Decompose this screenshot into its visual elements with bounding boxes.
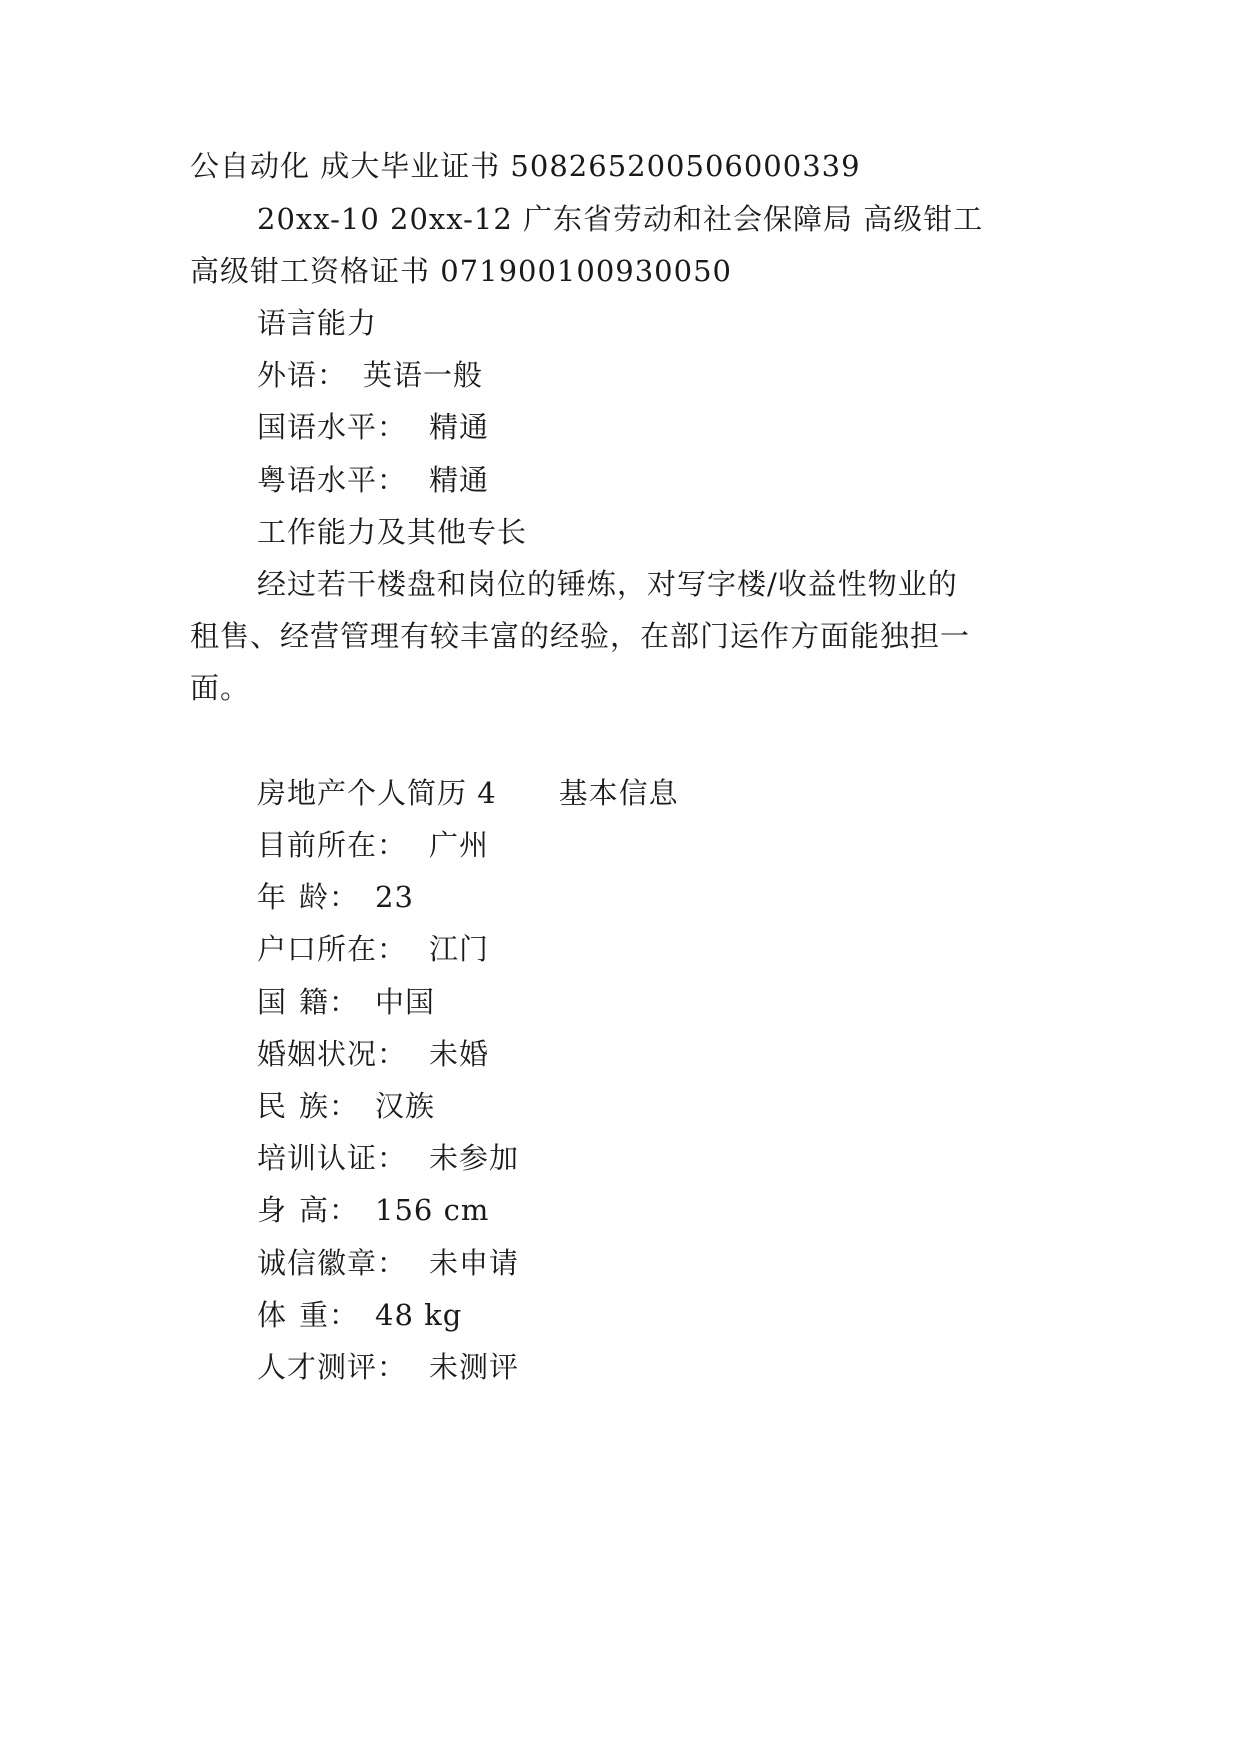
training-label: 培训认证： — [257, 1141, 408, 1175]
current-location-value: 广州 — [429, 828, 490, 862]
vocational-cert-number: 高级钳工资格证书 071900100930050 — [190, 254, 732, 288]
vocational-cert-line — [257, 199, 1060, 239]
ethnicity-label: 族： — [299, 1089, 360, 1123]
cantonese-row — [257, 460, 1060, 500]
training-row — [257, 1138, 1060, 1178]
mandarin-row — [257, 407, 1060, 447]
basic-info-heading: 基本信息 — [558, 776, 679, 810]
marital-status-label: 婚姻状况： — [257, 1037, 408, 1071]
height-row: 身 高： 156 cm — [257, 1193, 490, 1227]
foreign-language-label: 外语： — [257, 358, 348, 392]
mandarin-label: 国语水平： — [257, 410, 408, 444]
vocational-cert-text: 20xx-10 20xx-12 广东省劳动和社会保障局 高级钳工 — [257, 202, 984, 236]
integrity-badge-value: 未申请 — [429, 1246, 520, 1280]
hukou-value: 江门 — [429, 932, 490, 966]
talent-assessment-label: 人才测评： — [257, 1350, 408, 1384]
current-location-row — [257, 825, 1060, 865]
age-label: 龄： — [299, 880, 360, 914]
training-value: 未参加 — [429, 1141, 520, 1175]
education-cert-line — [190, 146, 1060, 186]
nationality-value: 中国 — [375, 985, 436, 1019]
talent-assessment-row — [257, 1347, 1060, 1387]
height-value: 156 cm — [375, 1193, 490, 1227]
resume-4-title-row — [257, 773, 1060, 813]
hukou-label: 户口所在： — [257, 932, 408, 966]
weight-row: 体 重： 48 kg — [257, 1298, 463, 1332]
education-cert-text: 公自动化 成大毕业证书 508265200506000339 — [190, 149, 861, 183]
skills-paragraph-line-2: 租售、经营管理有较丰富的经验，在部门运作方面能独担一 — [190, 619, 971, 653]
skills-paragraph-line-3: 面。 — [190, 671, 251, 705]
language-heading: 语言能力 — [257, 306, 378, 340]
hukou-row — [257, 929, 1060, 969]
talent-assessment-value: 未测评 — [429, 1350, 520, 1384]
age-value: 23 — [375, 880, 414, 914]
cantonese-label: 粤语水平： — [257, 463, 408, 497]
ethnicity-row: 民 族： 汉族 — [257, 1089, 436, 1123]
mandarin-value: 精通 — [429, 410, 490, 444]
vocational-cert-line-continued — [190, 251, 1060, 291]
integrity-badge-label: 诚信徽章： — [257, 1246, 408, 1280]
height-label: 高： — [299, 1193, 360, 1227]
integrity-badge-row — [257, 1243, 1060, 1283]
foreign-language-row — [257, 355, 1060, 395]
ethnicity-value: 汉族 — [375, 1089, 436, 1123]
marital-status-row — [257, 1034, 1060, 1074]
weight-label: 重： — [299, 1298, 360, 1332]
current-location-label: 目前所在： — [257, 828, 408, 862]
marital-status-value: 未婚 — [429, 1037, 490, 1071]
nationality-row: 国 籍： 中国 — [257, 985, 436, 1019]
skills-paragraph-line-1: 经过若干楼盘和岗位的锤炼，对写字楼/收益性物业的 — [257, 567, 958, 601]
weight-value: 48 kg — [375, 1298, 463, 1332]
resume-title: 房地产个人简历 4 — [257, 776, 497, 810]
age-row: 年 龄： 23 — [257, 880, 414, 914]
cantonese-value: 精通 — [429, 463, 490, 497]
nationality-label: 籍： — [299, 985, 360, 1019]
skills-heading: 工作能力及其他专长 — [257, 515, 528, 549]
foreign-language-value: 英语一般 — [363, 358, 484, 392]
